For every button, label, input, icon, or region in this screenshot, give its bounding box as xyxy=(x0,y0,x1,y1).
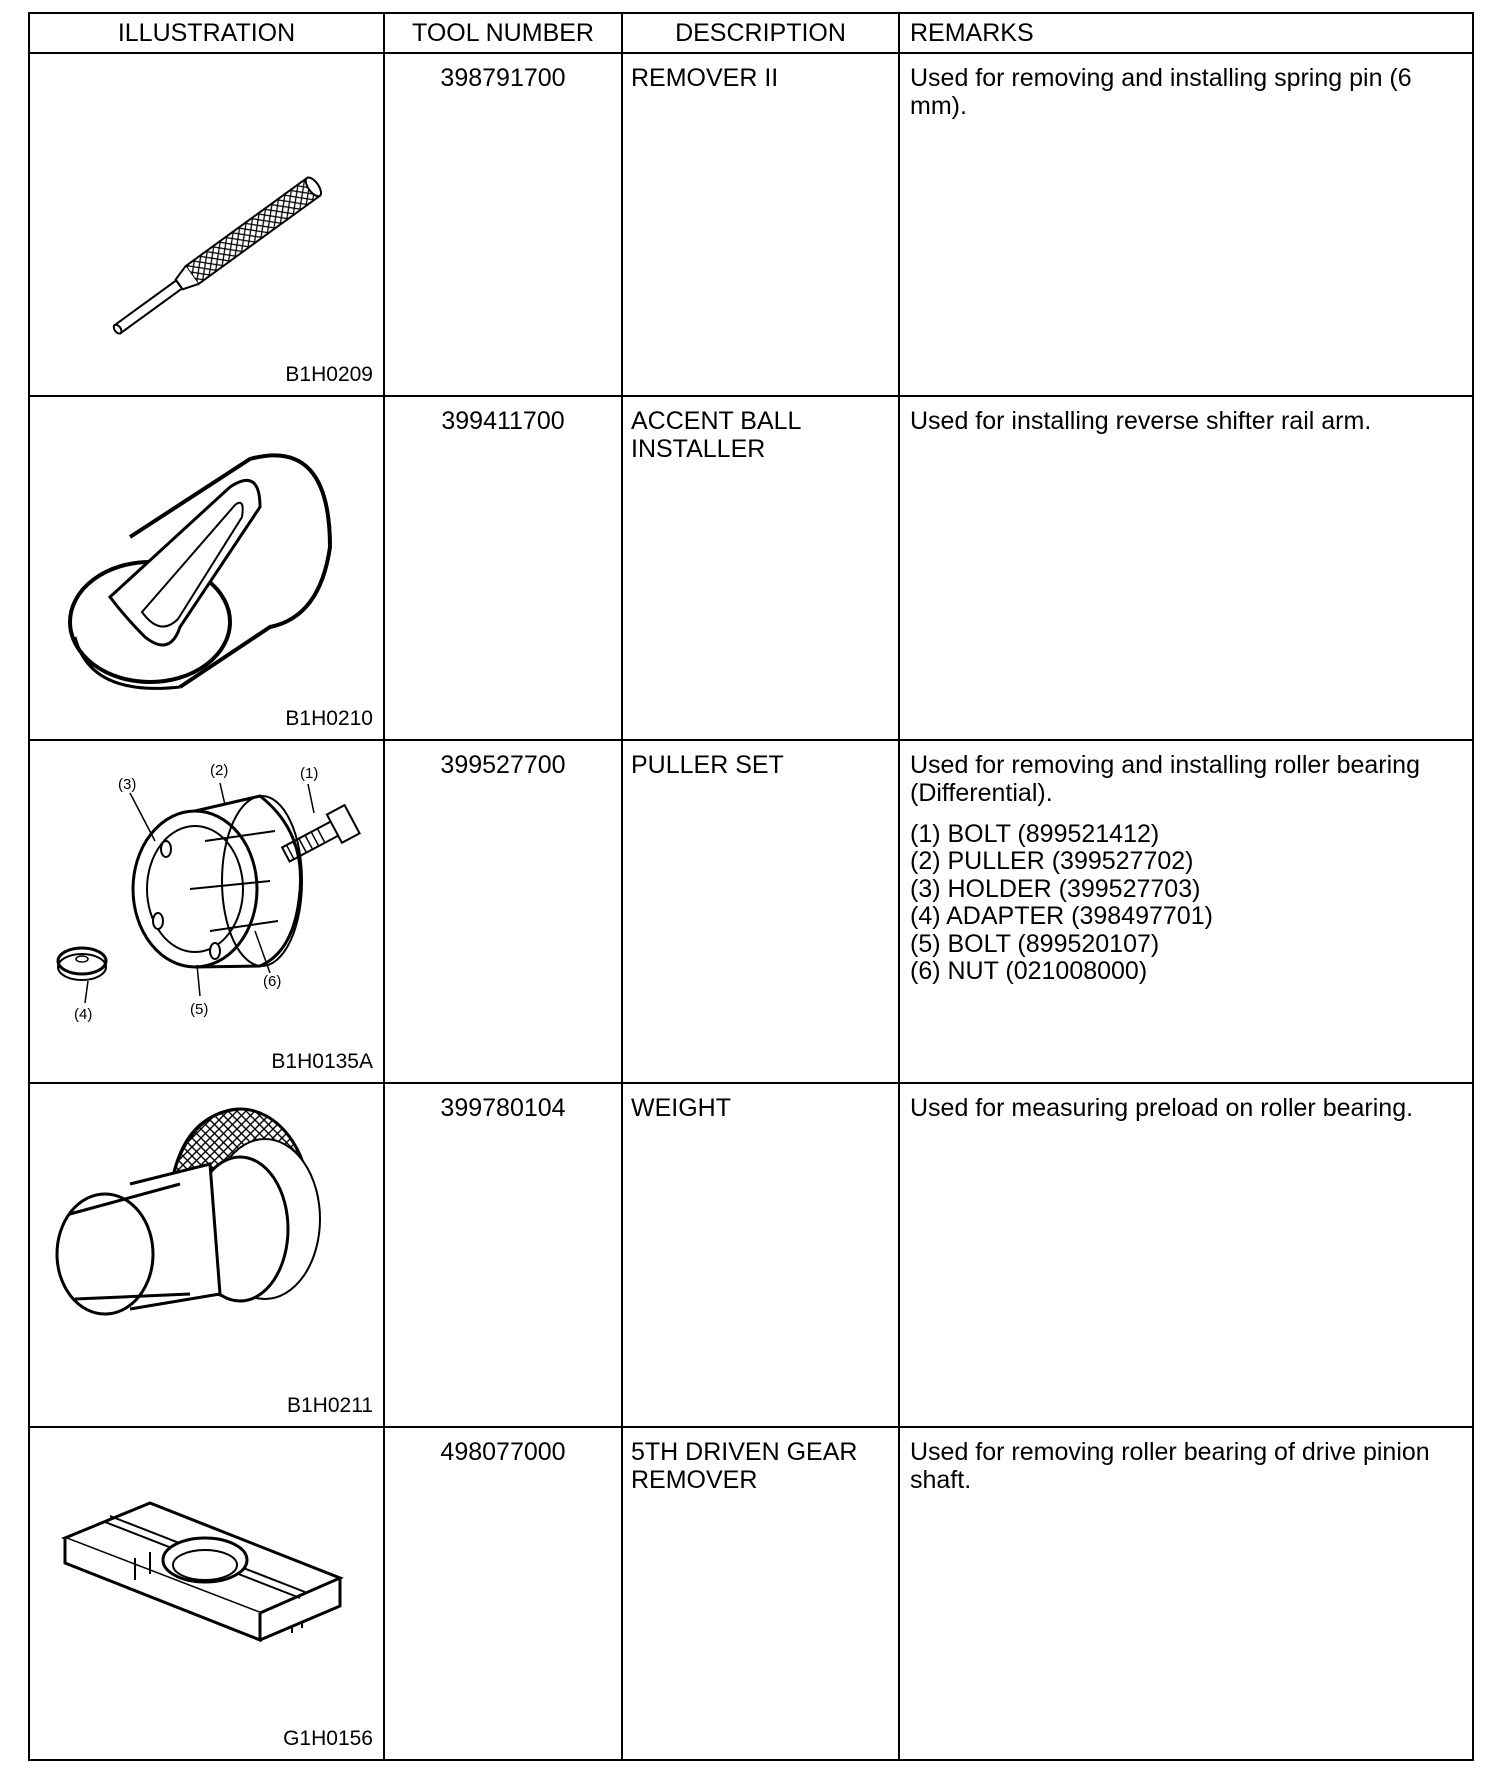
weight-drawing xyxy=(30,1084,385,1424)
tool-description: 5TH DRIVEN GEAR REMOVER xyxy=(622,1427,899,1760)
puller-set-drawing xyxy=(30,741,385,1081)
part-item: (6) NUT (021008000) xyxy=(910,957,1148,986)
tool-description: WEIGHT xyxy=(622,1083,899,1426)
tool-description: REMOVER II xyxy=(622,53,899,396)
part-item: (4) ADAPTER (398497701) xyxy=(910,902,1213,931)
tool-remarks: Used for installing reverse shifter rail arm. xyxy=(899,396,1473,739)
tool-number: 399780104 xyxy=(384,1083,622,1426)
accent-ball-installer-drawing xyxy=(30,397,385,737)
part-item: (5) BOLT (899520107) xyxy=(910,929,1160,958)
callout-1: (1) xyxy=(300,764,319,782)
tool-remarks: Used for measuring preload on roller bearing. xyxy=(899,1083,1473,1426)
tool-remarks: Used for removing roller bearing of drive pinion shaft. xyxy=(899,1427,1473,1760)
special-tools-table xyxy=(28,12,1474,1761)
header-illustration: ILLUSTRATION xyxy=(29,13,384,53)
part-item: (1) BOLT (899521412) xyxy=(910,819,1160,848)
tool-remarks: Used for removing and installing roller bearing (Differential). xyxy=(910,750,1420,807)
gear-remover-plate-drawing xyxy=(30,1428,385,1758)
figure-code: B1H0135A xyxy=(271,1050,373,1074)
header-description: DESCRIPTION xyxy=(622,13,899,53)
illustration-cell xyxy=(29,740,384,1083)
header-row xyxy=(29,13,1473,53)
callout-5: (5) xyxy=(190,1000,209,1018)
tool-remarks-cell xyxy=(899,740,1473,1083)
tool-description: ACCENT BALL INSTALLER xyxy=(622,396,899,739)
figure-code: B1H0210 xyxy=(285,706,373,730)
callout-2: (2) xyxy=(210,761,229,779)
illustration-cell xyxy=(29,1427,384,1760)
table-row xyxy=(29,740,1473,1083)
tool-description: PULLER SET xyxy=(622,740,899,1083)
tool-number: 399527700 xyxy=(384,740,622,1083)
header-tool-number: TOOL NUMBER xyxy=(384,13,622,53)
figure-code: B1H0211 xyxy=(286,1393,373,1417)
tool-remarks: Used for removing and installing spring pin (6 mm). xyxy=(899,53,1473,396)
tool-number: 398791700 xyxy=(384,53,622,396)
parts-list xyxy=(910,821,1462,986)
spring-pin-remover-drawing xyxy=(30,54,385,394)
table-row xyxy=(29,53,1473,396)
figure-code: B1H0209 xyxy=(285,363,373,387)
illustration-cell xyxy=(29,53,384,396)
callout-6: (6) xyxy=(263,972,282,990)
figure-code: G1H0156 xyxy=(283,1727,373,1750)
illustration-cell xyxy=(29,1083,384,1426)
table-row xyxy=(29,1083,1473,1426)
part-item: (2) PULLER (399527702) xyxy=(910,847,1194,876)
callout-4: (4) xyxy=(74,1005,93,1023)
illustration-cell xyxy=(29,396,384,739)
table-row xyxy=(29,1427,1473,1760)
part-item: (3) HOLDER (399527703) xyxy=(910,874,1201,903)
header-remarks: REMARKS xyxy=(899,13,1473,53)
tool-number: 399411700 xyxy=(384,396,622,739)
table-row xyxy=(29,396,1473,739)
tool-number: 498077000 xyxy=(384,1427,622,1760)
callout-3: (3) xyxy=(118,775,137,793)
